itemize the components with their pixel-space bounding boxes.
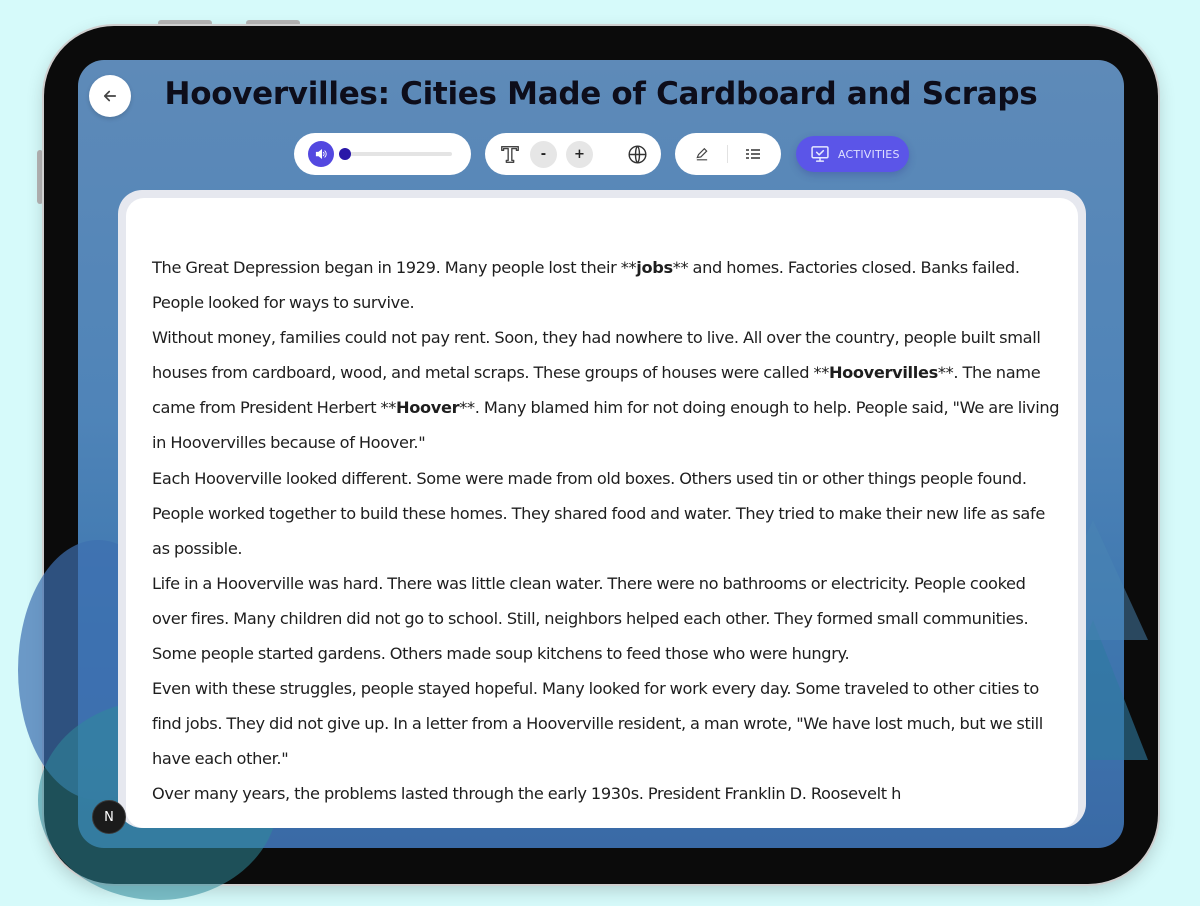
article-text xyxy=(152,250,1062,804)
language-button[interactable] xyxy=(627,144,648,165)
article-paragraph xyxy=(152,320,1062,460)
speaker-icon xyxy=(314,147,328,161)
article-card[interactable] xyxy=(126,198,1078,828)
list-icon xyxy=(746,148,760,160)
bold-term: Hoovervilles xyxy=(828,363,938,383)
text-segment: The Great Depression began in 1929. Many people lost their ** xyxy=(152,258,637,277)
toolbar xyxy=(78,133,1124,175)
decrease-font-button[interactable]: - xyxy=(530,141,557,168)
audio-player xyxy=(294,133,471,175)
app-screen xyxy=(78,60,1124,848)
bold-term: Hoover xyxy=(396,398,460,418)
outline-button[interactable] xyxy=(746,148,760,160)
tools-divider xyxy=(727,145,728,163)
article-paragraph xyxy=(152,671,1062,776)
audio-progress-knob[interactable] xyxy=(339,148,351,160)
monitor-check-icon xyxy=(810,144,830,164)
audio-progress-slider[interactable] xyxy=(342,152,452,156)
text-segment: Even with these struggles, people stayed hopeful. Many looked for work every day. Some traveled to other cities to find jobs. They did not give up. In a letter from a Hooverville resident, a man wrote, "We have lost much, but we still have each other." xyxy=(152,679,1043,769)
bold-term: jobs xyxy=(636,258,673,277)
page-title: Hoovervilles: Cities Made of Cardboard and Scraps xyxy=(164,76,1038,112)
text-segment: Without money, families could not pay rent. Soon, they had nowhere to live. All over the country, people built small houses from cardboard, wood, and metal scraps. These groups of houses were called ** xyxy=(152,328,1041,383)
text-segment: ** and homes. Factories closed. Banks failed. People looked for ways to survive. xyxy=(152,258,1020,313)
device-side-button xyxy=(37,150,43,204)
text-controls xyxy=(485,133,661,175)
article-paragraph xyxy=(152,566,1062,671)
activities-label: ACTIVITIES xyxy=(838,147,900,161)
globe-icon xyxy=(627,144,648,165)
article-paragraph xyxy=(152,461,1062,566)
text-segment: **. The name came from President Herbert ** xyxy=(152,363,1041,418)
text-segment: Life in a Hooverville was hard. There was little clean water. There were no bathrooms or electricity. People cooked over fires. Many children did not go to school. Still, neighbors helped each other. They formed small communities. Some people started gardens. Others made soup kitchens to feed those who were hungry. xyxy=(152,573,1029,664)
text-font-icon xyxy=(499,143,521,165)
font-button[interactable] xyxy=(499,143,521,165)
highlight-button[interactable] xyxy=(695,147,709,161)
article-card-frame xyxy=(118,190,1086,828)
text-segment: **. Many blamed him for not doing enough to help. People said, "We are living in Hoovervilles because of Hoover." xyxy=(152,398,1060,453)
pencil-icon xyxy=(695,147,709,161)
reading-tools xyxy=(675,133,781,175)
n-badge[interactable]: N xyxy=(92,800,126,834)
article-paragraph xyxy=(152,250,1062,320)
play-audio-button[interactable] xyxy=(308,141,334,167)
increase-font-button[interactable]: + xyxy=(566,141,593,168)
text-segment: Each Hooverville looked different. Some were made from old boxes. Others used tin or other things people found. People worked together to build these homes. They shared food and water. They tried to make their new life as safe as possible. xyxy=(152,468,1045,558)
article-paragraph-partial: Over many years, the problems lasted through the early 1930s. President Franklin D. Roosevelt h xyxy=(152,784,901,804)
activities-button[interactable] xyxy=(796,136,909,172)
